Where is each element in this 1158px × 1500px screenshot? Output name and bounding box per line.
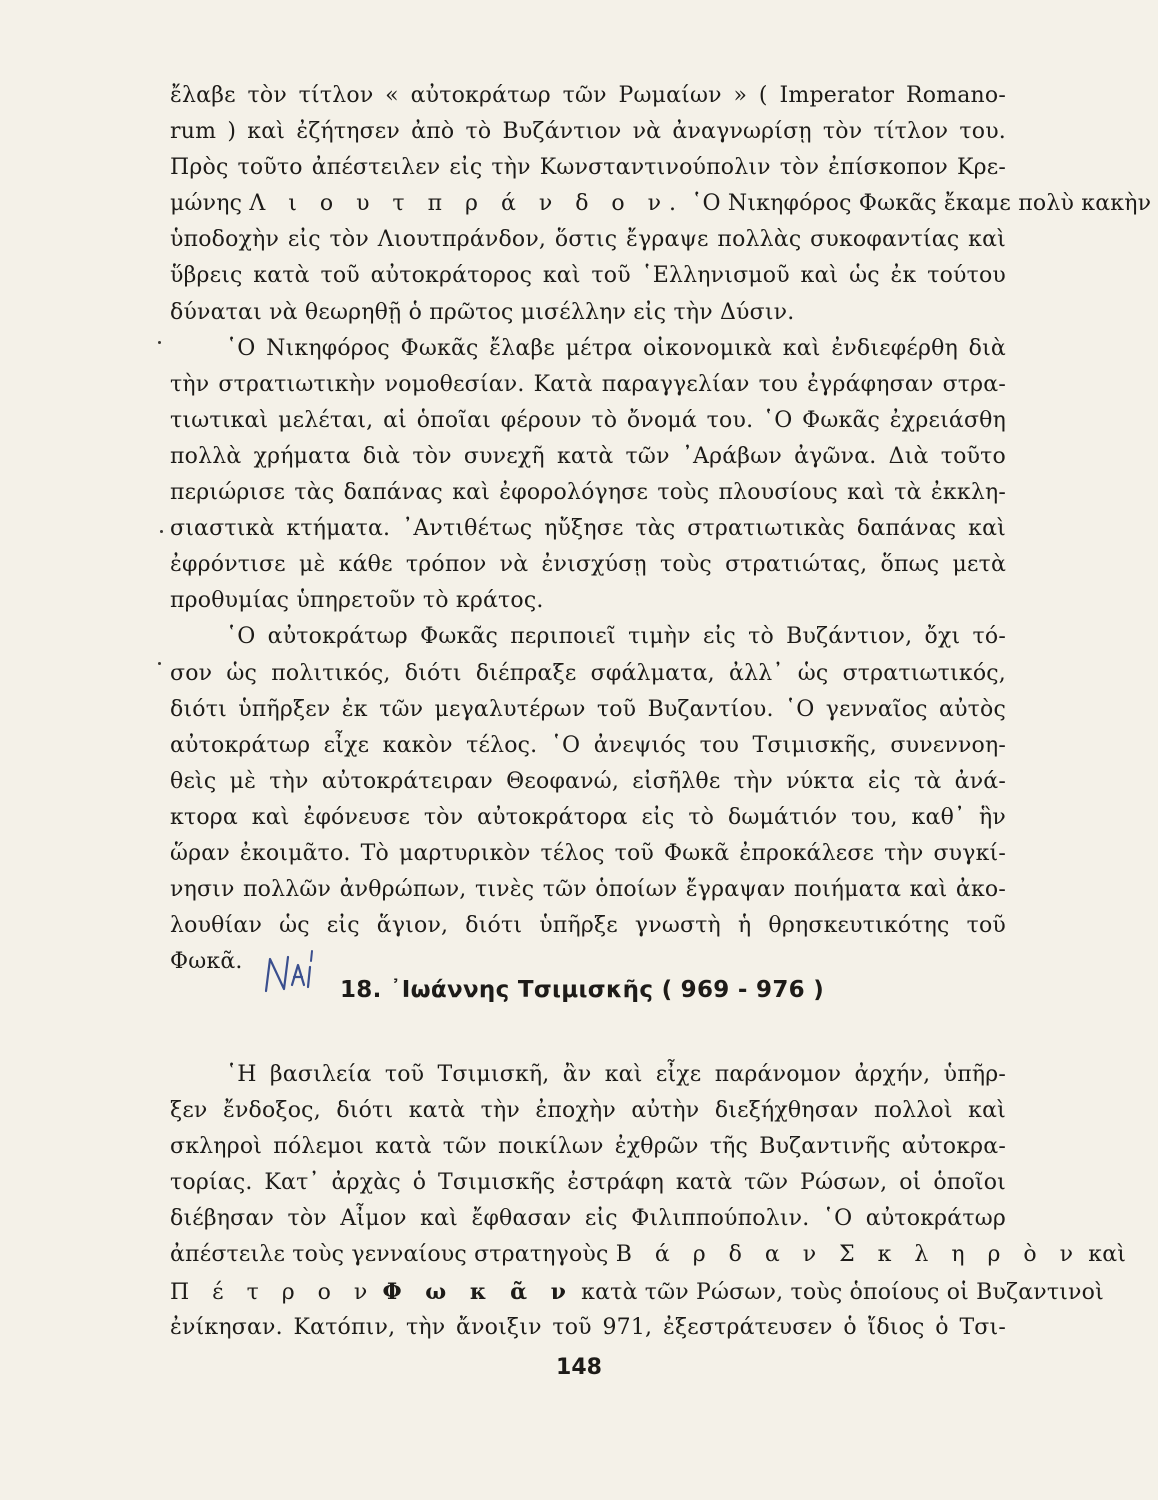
text-line: ῾Ο Νικηφόρος Φωκᾶς ἔλαβε μέτρα οἰκονομικὰ καὶ ἐνδιεφέρθη διὰ <box>226 335 1006 361</box>
text-line: ἐφρόντισε μὲ κάθε τρόπον νὰ ἐνισχύσῃ τοὺς στρατιώτας, ὅπως μετὰ <box>170 552 1006 578</box>
text-line: τιωτικαὶ μελέται, αἱ ὁποῖαι φέρουν τὸ ὄνομά του. ῾Ο Φωκᾶς ἐχρειάσθη <box>170 407 1006 433</box>
section-heading <box>270 963 970 1011</box>
text-line: ὕβρεις κατὰ τοῦ αὐτοκράτορος καὶ τοῦ ῾Ελληνισμοῦ καὶ ὡς ἐκ τούτου <box>170 263 1006 289</box>
text-line: νησιν πολλῶν ἀνθρώπων, τινὲς τῶν ὁποίων ἔγραψαν ποιήματα καὶ ἀκο- <box>170 877 1006 903</box>
handwritten-annotation <box>258 945 338 1005</box>
text-line: διέβησαν τὸν Αἶμον καὶ ἔφθασαν εἰς Φιλιππούπολιν. ῾Ο αὐτοκράτωρ <box>170 1206 1006 1232</box>
text-line: τὴν στρατιωτικὴν νομοθεσίαν. Κατὰ παραγγελίαν του ἐγράφησαν στρα- <box>170 371 1006 397</box>
section-two-text <box>170 1057 1127 1346</box>
text-fragment: ῾Ο Νικηφόρος Φωκᾶς ἔκαμε πολὺ κακὴν <box>691 191 1152 217</box>
text-fragment: καὶ <box>1088 1242 1127 1268</box>
margin-speck <box>158 662 161 665</box>
spaced-name-phokas: Φ ω κ ᾶ ν <box>382 1278 574 1305</box>
spaced-name-bardas-skleros: Β ά ρ δ α ν Σ κ λ η ρ ὸ ν <box>615 1242 1082 1268</box>
text-line: ὥραν ἐκοιμᾶτο. Τὸ μαρτυρικὸν τέλος τοῦ Φωκᾶ ἐπροκάλεσε τὴν συγκί- <box>170 840 1006 866</box>
text-line: σκληροὶ πόλεμοι κατὰ τῶν ποικίλων ἐχθρῶν τῆς Βυζαντινῆς αὐτοκρα- <box>170 1134 1006 1160</box>
text-line-mixed <box>170 186 1152 222</box>
section-one-text <box>170 78 1152 980</box>
spaced-name-liutprand: Λ ι ο υ τ π ρ ά ν δ ο ν. <box>249 191 685 217</box>
margin-speck <box>160 530 163 533</box>
text-line-mixed <box>170 1237 1127 1273</box>
text-fragment: ἀπέστειλε τοὺς γενναίους στρατηγοὺς <box>170 1242 609 1268</box>
text-line: πολλὰ χρήματα διὰ τὸν συνεχῆ κατὰ τῶν ᾿Αράβων ἀγῶνα. Διὰ τοῦτο <box>170 443 1006 469</box>
text-fragment: κατὰ τῶν Ρώσων, τοὺς ὁποίους οἱ Βυζαντινοὶ <box>581 1279 1104 1305</box>
text-line: προθυμίας ὑπηρετοῦν τὸ κράτος. <box>170 588 544 614</box>
text-line: Φωκᾶ. <box>170 949 243 975</box>
text-line: κτορα καὶ ἐφόνευσε τὸν αὐτοκράτορα εἰς τὸ δωμάτιόν του, καθ᾿ ἣν <box>170 804 1006 830</box>
text-line: ῾Ο αὐτοκράτωρ Φωκᾶς περιποιεῖ τιμὴν εἰς τὸ Βυζάντιον, ὄχι τό- <box>226 624 1006 650</box>
text-line: σον ὡς πολιτικός, διότι διέπραξε σφάλματα, ἀλλ᾿ ὡς στρατιωτικός, <box>170 660 1006 686</box>
text-fragment: μώνης <box>170 191 243 217</box>
text-line: ἐνίκησαν. Κατόπιν, τὴν ἄνοιξιν τοῦ 971, ἐξεστράτευσεν ὁ ἴδιος ὁ Τσι- <box>170 1314 1006 1340</box>
text-line: ἔλαβε τὸν τίτλον « αὐτοκράτωρ τῶν Ρωμαίων » ( Imperator Romano- <box>170 83 1006 108</box>
text-line: περιώρισε τὰς δαπάνας καὶ ἐφορολόγησε τοὺς πλουσίους καὶ τὰ ἐκκλη- <box>170 480 1006 506</box>
text-line: διότι ὑπῆρξεν ἐκ τῶν μεγαλυτέρων τοῦ Βυζαντίου. ῾Ο γενναῖος αὐτὸς <box>170 696 1006 722</box>
text-line: δύναται νὰ θεωρηθῇ ὁ πρῶτος μισέλλην εἰς τὴν Δύσιν. <box>170 299 795 325</box>
margin-speck <box>158 341 161 344</box>
page-number: 148 <box>556 1355 602 1380</box>
text-line: rum ) καὶ ἐζήτησεν ἀπὸ τὸ Βυζάντιον νὰ ἀναγνωρίσῃ τὸν τίτλον του. <box>170 119 1006 145</box>
section-title: 18. ᾿Ιωάννης Τσιμισκῆς ( 969 - 976 ) <box>340 977 825 1003</box>
text-line: λουθίαν ὡς εἰς ἅγιον, διότι ὑπῆρξε γνωστὴ ἡ θρησκευτικότης τοῦ <box>170 913 1006 939</box>
text-line: αὐτοκράτωρ εἶχε κακὸν τέλος. ῾Ο ἀνεψιός του Τσιμισκῆς, συνεννοη- <box>170 732 1006 758</box>
text-line: τορίας. Κατ᾿ ἀρχὰς ὁ Τσιμισκῆς ἐστράφη κατὰ τῶν Ρώσων, οἱ ὁποῖοι <box>170 1170 1006 1196</box>
spaced-name-petros: Π έ τ ρ ο ν <box>170 1279 376 1305</box>
text-line: ὑποδοχὴν εἰς τὸν Λιουτπράνδον, ὅστις ἔγραψε πολλὰς συκοφαντίας καὶ <box>170 227 1006 253</box>
text-line-mixed <box>170 1274 1104 1310</box>
text-line: Πρὸς τοῦτο ἀπέστειλεν εἰς τὴν Κωνσταντινούπολιν τὸν ἐπίσκοπον Κρε- <box>170 155 1006 181</box>
text-line: σιαστικὰ κτήματα. ᾿Αντιθέτως ηὔξησε τὰς στρατιωτικὰς δαπάνας καὶ <box>170 516 1006 542</box>
text-line: ῾Η βασιλεία τοῦ Τσιμισκῆ, ἂν καὶ εἶχε παράνομον ἀρχήν, ὑπῆρ- <box>226 1062 1006 1087</box>
text-line: ξεν ἔνδοξος, διότι κατὰ τὴν ἐποχὴν αὐτὴν διεξήχθησαν πολλοὶ καὶ <box>170 1098 1006 1124</box>
text-line: θεὶς μὲ τὴν αὐτοκράτειραν Θεοφανώ, εἰσῆλθε τὴν νύκτα εἰς τὰ ἀνά- <box>170 768 1006 794</box>
